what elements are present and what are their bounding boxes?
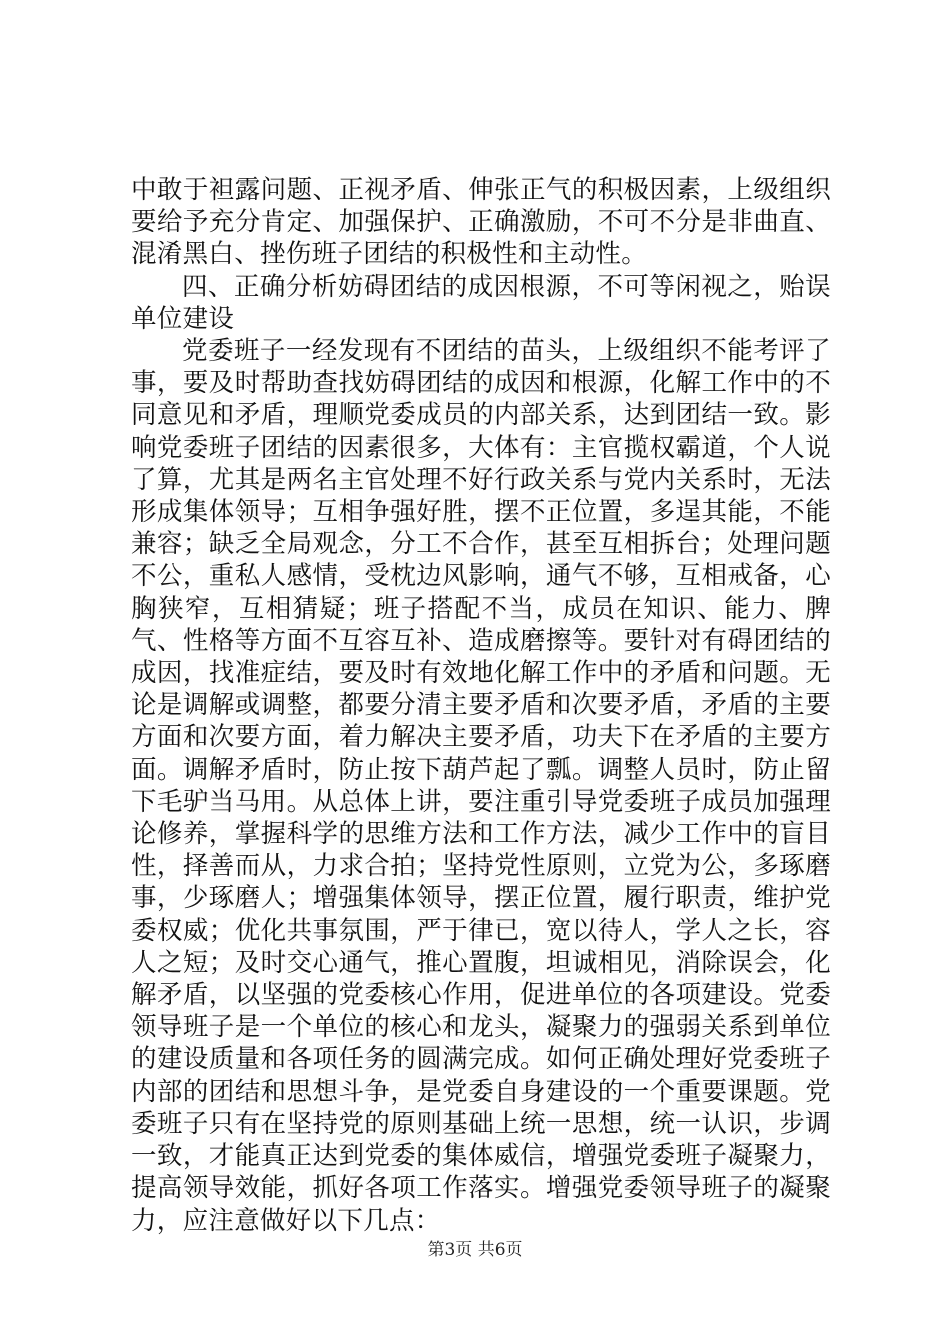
paragraph-body: 党委班子一经发现有不团结的苗头，上级组织不能考评了事，要及时帮助查找妨碍团结的成因和根源，化解工作中的不同意见和矛盾，理顺党委成员的内部关系，达到团结一致。影响党委班子团结的因素很多，大体有：主官揽权霸道，个人说了算，尤其是两名主官处理不好行政关系与党内关系时，无法形成集体领导；互相争强好胜，摆不正位置，多逞其能，不能兼容；缺乏全局观念，分工不合作，甚至互相拆台；处理问题不公，重私人感情，受枕边风影响，通气不够，互相戒备，心胸狭窄，互相猜疑；班子搭配不当，成员在知识、能力、脾气、性格等方面不互容互补、造成磨擦等。要针对有碍团结的成因，找准症结，要及时有效地化解工作中的矛盾和问题。无论是调解或调整，都要分清主要矛盾和次要矛盾，矛盾的主要方面和次要方面，着力解决主要矛盾，功夫下在矛盾的主要方面。调解矛盾时，防止按下葫芦起了瓢。调整人员时，防止留下毛驴当马用。从总体上讲，要注重引导党委班子成员加强理论修养，掌握科学的思维方法和工作方法，减少工作中的盲目性，择善而从，力求合拍；坚持党性原则，立党为公，多琢磨事，少琢磨人；增强集体领导，摆正位置，履行职责，维护党委权威；优化共事氛围，严于律已，宽以待人，学人之长，容人之短；及时交心通气，推心置腹，坦诚相见，消除误会，化解矛盾，以坚强的党委核心作用，促进单位的各项建设。党委领导班子是一个单位的核心和龙头，凝聚力的强弱关系到单位的建设质量和各项任务的圆满完成。如何正确处理好党委班子内部的团结和思想斗争，是党委自身建设的一个重要课题。党委班子只有在坚持党的原则基础上统一思想，统一认识，步调一致，才能真正达到党委的集体威信，增强党委班子凝聚力，提高领导效能，抓好各项工作落实。增强党委领导班子的凝聚力，应注意做好以下几点： xyxy=(131,336,831,1236)
section-heading: 四、正确分析妨碍团结的成因根源，不可等闲视之，贻误单位建设 xyxy=(131,271,831,334)
document-body xyxy=(131,174,831,1237)
paragraph-continuation: 中敢于袒露问题、正视矛盾、伸张正气的积极因素，上级组织要给予充分肯定、加强保护、正确激励，不可不分是非曲直、混淆黑白、挫伤班子团结的积极性和主动性。 xyxy=(131,175,831,270)
page-footer: 第3页 共6页 xyxy=(427,1240,523,1260)
